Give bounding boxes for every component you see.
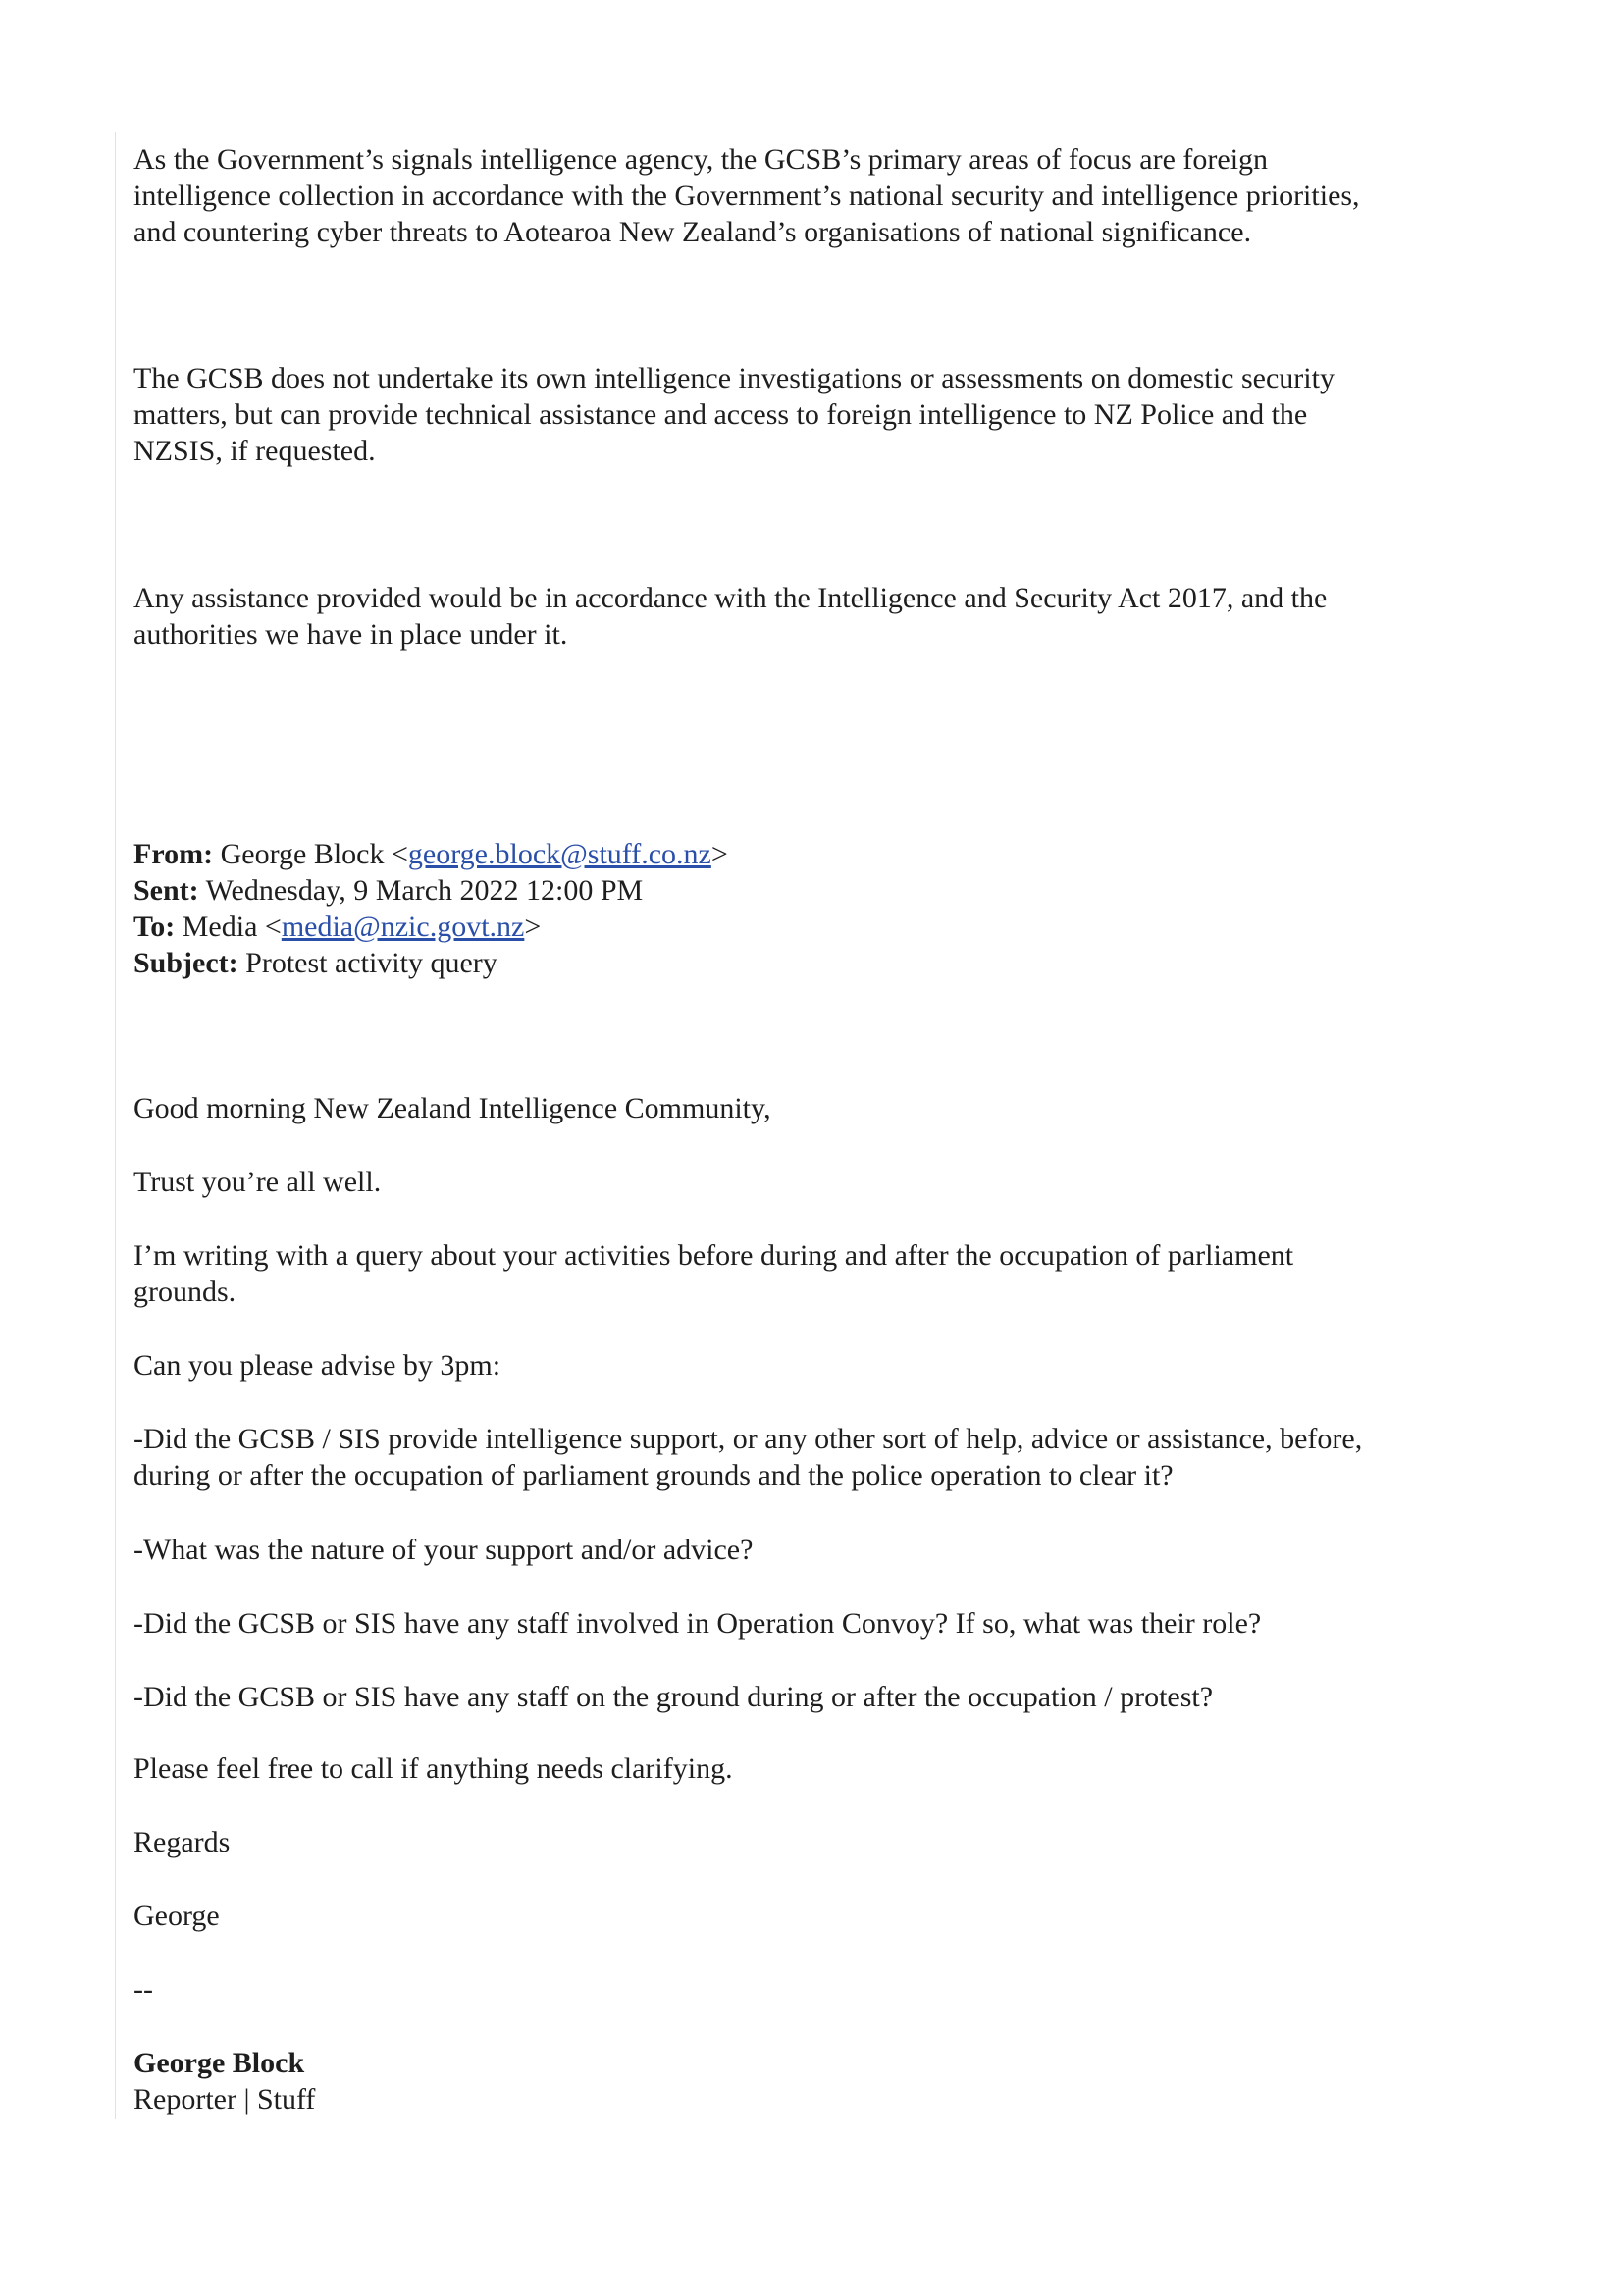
signature	[133, 2045, 315, 2117]
to-line: To: Media <media@nzic.govt.nz>	[133, 911, 542, 943]
sign-first-name: George	[133, 1900, 220, 1932]
trust-line: Trust you’re all well.	[133, 1166, 382, 1198]
signature-name: George Block	[133, 2047, 305, 2079]
clarify-line: Please feel free to call if anything needs clarifying.	[133, 1752, 733, 1785]
response-paragraph-3: Any assistance provided would be in accordance with the Intelligence and Security Act 2017, and the authorities we have in place under it.	[133, 582, 1328, 651]
sent-line: Sent: Wednesday, 9 March 2022 12:00 PM	[133, 874, 644, 907]
question-2: -What was the nature of your support and/or advice?	[133, 1534, 754, 1566]
email-header	[133, 836, 728, 981]
writing-paragraph: I’m writing with a query about your activities before during and after the occupation of parliament grounds.	[133, 1239, 1294, 1308]
response-paragraph-1: As the Government’s signals intelligence agency, the GCSB’s primary areas of focus are foreign intelligence collection in accordance with the Government’s national security and intelligence priorities, and countering cyber threats to Aotearoa New Zealand’s organisations of national significance.	[133, 143, 1360, 248]
signature-title: Reporter | Stuff	[133, 2083, 316, 2115]
advise-line: Can you please advise by 3pm:	[133, 1349, 501, 1382]
regards-line: Regards	[133, 1826, 231, 1858]
response-paragraph-2: The GCSB does not undertake its own intelligence investigations or assessments on domestic security matters, but can provide technical assistance and access to foreign intelligence to NZ Police and the NZSIS, if requested.	[133, 362, 1335, 467]
question-4: -Did the GCSB or SIS have any staff on the ground during or after the occupation / protest?	[133, 1681, 1214, 1713]
signature-separator: --	[133, 1973, 153, 2006]
from-email-link[interactable]: george.block@stuff.co.nz	[407, 838, 711, 870]
question-3: -Did the GCSB or SIS have any staff involved in Operation Convoy? If so, what was their role?	[133, 1607, 1262, 1640]
to-email-link[interactable]: media@nzic.govt.nz	[281, 911, 525, 943]
greeting: Good morning New Zealand Intelligence Community,	[133, 1092, 771, 1124]
subject-line: Subject: Protest activity query	[133, 947, 497, 979]
margin-line	[115, 132, 116, 2119]
question-1: -Did the GCSB / SIS provide intelligence support, or any other sort of help, advice or assistance, before, during or after the occupation of parliament grounds and the police operation to clear it?	[133, 1423, 1363, 1491]
from-line: From: George Block <george.block@stuff.co.nz>	[133, 838, 728, 870]
